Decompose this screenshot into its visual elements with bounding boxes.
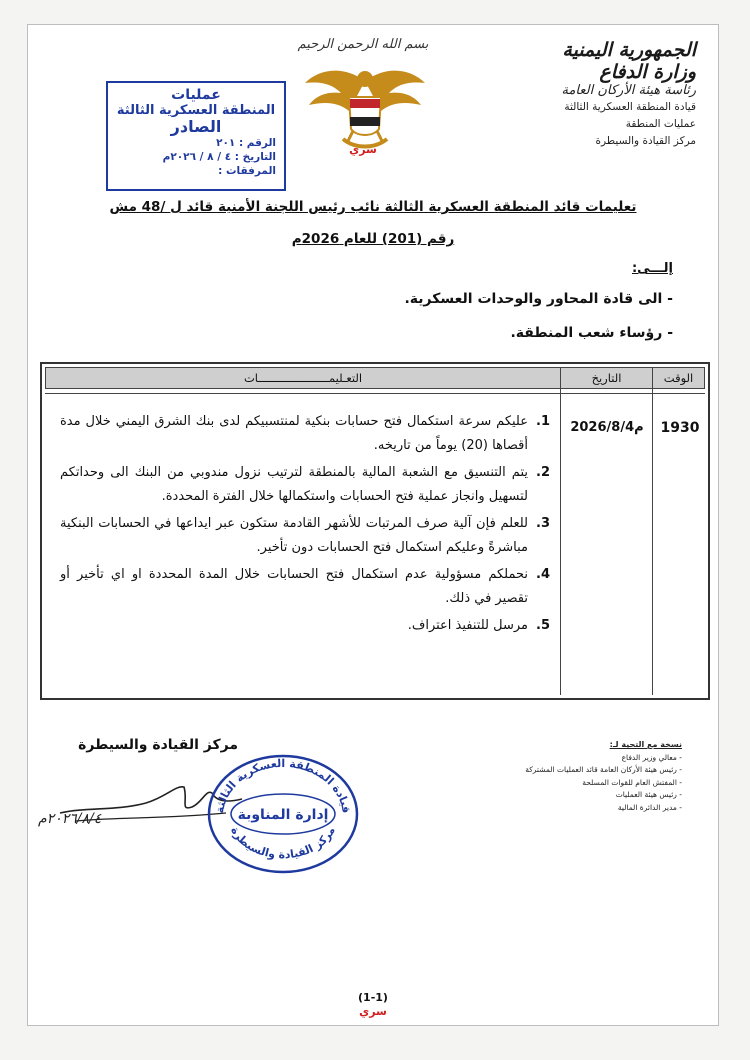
round-stamp-bottom-text: مركز القيادة والسيطرة <box>228 824 338 862</box>
copies-list <box>452 739 682 814</box>
round-stamp-center-text: إدارة المناوبة <box>237 807 329 823</box>
stamp-number: الرقم : ٢٠١ <box>216 137 276 149</box>
signature-date: ٢٠٢٦/٨/٤م <box>38 811 102 827</box>
column-divider <box>560 367 561 695</box>
list-item <box>60 461 550 508</box>
stamp-line-1: عمليات <box>171 87 221 103</box>
document-title: تعليمات قائد المنطقة العسكرية الثالثة نائب رئيس اللجنة الأمنية قائد ل /48 مش <box>109 199 637 215</box>
chief-of-staff: رئاسة هيئة الأركان العامة <box>561 83 696 98</box>
signature-title: مركز القيادة والسيطرة <box>78 737 238 753</box>
classification-bottom: سري <box>359 1005 387 1018</box>
basmala: بسم الله الرحمن الرحيم <box>297 37 429 52</box>
item-number: 3. <box>536 516 550 531</box>
header-instructions: التعـليمـــــــــــــــــــــات <box>243 371 363 385</box>
copy-item: - رئيس هيئة الأركان العامة قائد العمليات المشتركة <box>525 765 682 774</box>
letterhead-line-2: عمليات المنطقة <box>625 118 696 130</box>
republic-name: الجمهورية اليمنية <box>562 39 696 61</box>
ministry-name: وزارة الدفاع <box>599 61 696 83</box>
item-number: 4. <box>536 567 550 582</box>
stamp-line-2: المنطقة العسكرية الثالثة <box>116 103 276 118</box>
round-stamp-icon <box>203 751 363 877</box>
instructions-table <box>40 362 710 700</box>
to-label: إلـــى: <box>631 261 673 276</box>
column-divider <box>652 367 653 695</box>
letterhead-line-3: مركز القيادة والسيطرة <box>595 135 696 147</box>
item-text: يتم التنسيق مع الشعبة المالية بالمنطقة لترتيب نزول مندوبي من البنك الى وحداتكم لتسهيل وانجاز عملية فتح الحسابات واستكمالها خلال الفترة المحددة. <box>60 465 528 504</box>
cell-time: 1930 <box>660 420 700 436</box>
item-number: 1. <box>536 414 550 429</box>
copies-title: نسخة مع التحية لـ: <box>609 740 682 749</box>
recipient-1: - الى قادة المحاور والوحدات العسكرية. <box>404 291 673 307</box>
item-text: للعلم فإن آلية صرف المرتبات للأشهر القادمة ستكون عبر ايداعها في الحسابات البنكية مباشرةً وعليكم استكمال فتح الحسابات دون تأخير. <box>60 516 528 555</box>
stamp-line-3: الصادر <box>170 117 222 136</box>
list-item <box>60 410 550 457</box>
item-number: 2. <box>536 465 550 480</box>
document-number: رقم (201) للعام 2026م <box>291 231 455 247</box>
item-text: مرسل للتنفيذ اعتراف. <box>407 618 528 633</box>
page-number: (1-1) <box>358 991 388 1004</box>
letterhead-line-1: قيادة المنطقة العسكرية الثالثة <box>564 101 696 113</box>
cell-date: 2026/8/4م <box>570 420 644 435</box>
item-text: عليكم سرعة استكمال فتح حسابات بنكية لمنتسبيكم لدى بنك الشرق اليمني خلال مدة أقصاها (20) يوماً من تاريخه. <box>60 414 528 453</box>
outgoing-stamp <box>106 81 286 191</box>
instruction-list <box>60 410 550 642</box>
copy-item: - المفتش العام للقوات المسلحة <box>582 777 682 787</box>
header-time: الوقت <box>652 368 704 388</box>
recipient-2: - رؤساء شعب المنطقة. <box>510 325 673 341</box>
svg-text:مركز القيادة والسيطرة <box>228 825 338 862</box>
svg-text:قيادة المنطقة العسكرية الثالثة <box>213 757 353 814</box>
table-header <box>45 367 705 389</box>
document-page <box>27 24 719 1026</box>
stamp-attachments: المرفقات : <box>218 165 276 177</box>
stamp-date: التاريخ : ٤ / ٨ / ٢٠٢٦م <box>162 151 276 163</box>
header-date: التاريخ <box>560 368 652 388</box>
eagle-emblem-icon <box>303 59 427 155</box>
classification-top: سري <box>349 143 377 156</box>
list-item <box>60 614 550 638</box>
row-divider <box>45 393 705 394</box>
item-text: نحملكم مسؤولية عدم استكمال فتح الحسابات خلال المدة المحددة او اي تأخير أو تقصير في ذلك. <box>60 567 528 606</box>
round-stamp-outer-text: قيادة المنطقة العسكرية الثالثة <box>213 756 353 815</box>
list-item <box>60 563 550 610</box>
item-number: 5. <box>536 618 550 633</box>
list-item <box>60 512 550 559</box>
copy-item: - معالي وزير الدفاع <box>621 752 682 762</box>
letterhead <box>496 39 696 150</box>
copy-item: - مدير الدائرة المالية <box>617 802 682 812</box>
copy-item: - رئيس هيئة العمليات <box>615 790 682 799</box>
